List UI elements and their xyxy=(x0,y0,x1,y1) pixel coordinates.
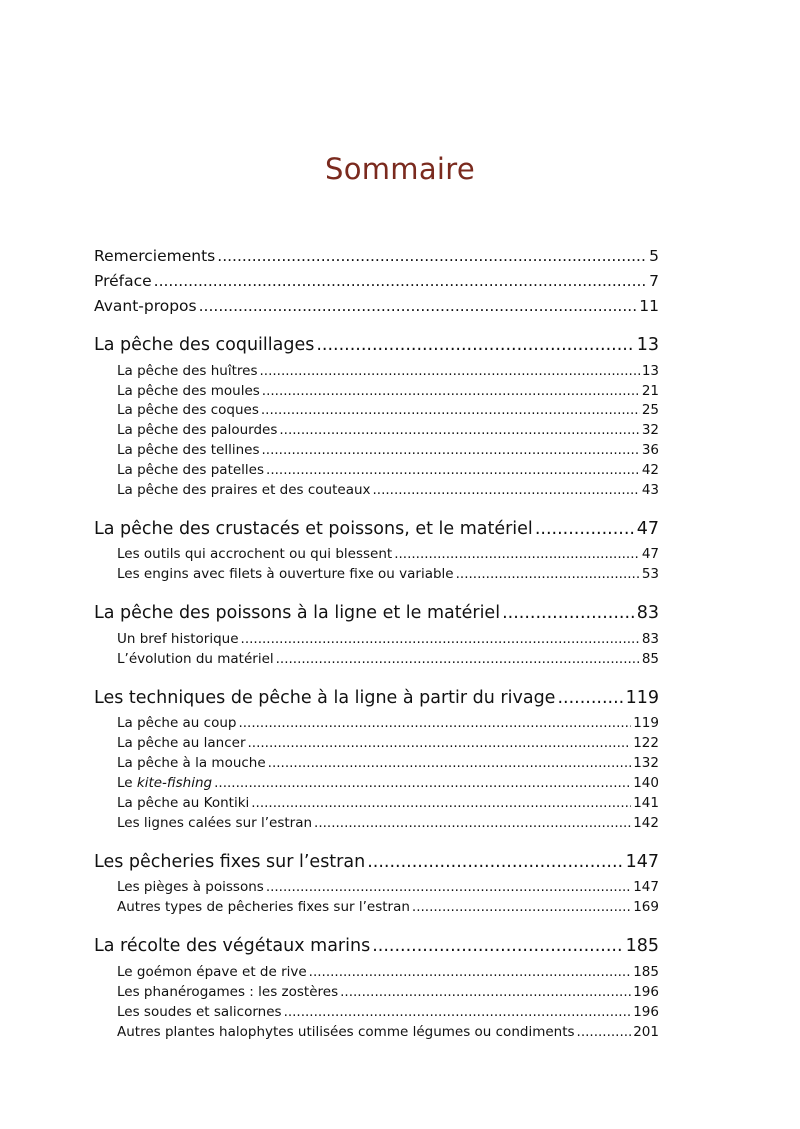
dot-leader xyxy=(261,402,640,418)
toc-section-label: La pêche au lancer xyxy=(117,735,246,751)
toc-section-label: L’évolution du matériel xyxy=(117,651,274,667)
dot-leader xyxy=(372,936,623,956)
toc-chapter[interactable] xyxy=(94,603,659,627)
dot-leader xyxy=(316,335,634,355)
dot-leader xyxy=(217,247,647,265)
dot-leader xyxy=(266,879,631,895)
dot-leader xyxy=(261,442,639,458)
toc-entry-preface[interactable] xyxy=(94,272,659,294)
toc-section-label: La pêche des tellines xyxy=(117,442,260,458)
toc-chapter-title: La pêche des coquillages xyxy=(94,335,315,355)
toc-section-label: Un bref historique xyxy=(117,631,239,647)
toc-section-page: 13 xyxy=(641,363,659,379)
dot-leader xyxy=(367,852,623,872)
toc-entry-page: 11 xyxy=(639,297,659,315)
toc-section-page: 25 xyxy=(641,402,659,418)
toc-section-label: Les pièges à poissons xyxy=(117,879,264,895)
toc-section[interactable] xyxy=(117,363,659,382)
toc-chapter-page: 13 xyxy=(636,335,659,355)
toc-section-page: 83 xyxy=(641,631,659,647)
toc-section[interactable] xyxy=(117,775,659,794)
toc-section-label: Les engins avec filets à ouverture fixe ou variable xyxy=(117,566,454,582)
toc-section[interactable] xyxy=(117,462,659,481)
toc-entry-remerciements[interactable] xyxy=(94,247,659,269)
dot-leader xyxy=(276,651,640,667)
toc-section-page: 169 xyxy=(633,899,659,915)
toc-section-label xyxy=(117,775,212,791)
dot-leader xyxy=(412,899,631,915)
toc-section[interactable] xyxy=(117,546,659,565)
dot-leader xyxy=(251,795,631,811)
toc-chapter-page: 185 xyxy=(625,936,659,956)
toc-section[interactable] xyxy=(117,899,659,918)
toc-section[interactable] xyxy=(117,984,659,1003)
toc-chapter[interactable] xyxy=(94,519,659,543)
toc-section-page: 201 xyxy=(633,1024,659,1040)
toc-section[interactable] xyxy=(117,1024,659,1043)
dot-leader xyxy=(373,482,640,498)
toc-section-page: 36 xyxy=(641,442,659,458)
toc-section-page: 196 xyxy=(633,984,659,1000)
dot-leader xyxy=(340,984,631,1000)
dot-leader xyxy=(279,422,639,438)
toc-section[interactable] xyxy=(117,715,659,734)
toc-entry-page: 7 xyxy=(649,272,659,290)
toc-section[interactable] xyxy=(117,402,659,421)
dot-leader xyxy=(535,519,635,539)
toc-entry-avant-propos[interactable] xyxy=(94,297,659,319)
toc-section-label: La pêche des palourdes xyxy=(117,422,278,438)
toc-section-label: Les outils qui accrochent ou qui blessent xyxy=(117,546,393,562)
toc-chapter-title: Les pêcheries fixes sur l’estran xyxy=(94,852,366,872)
toc-chapter[interactable] xyxy=(94,335,659,359)
toc-section-page: 43 xyxy=(641,482,659,498)
dot-leader xyxy=(154,272,647,290)
dot-leader xyxy=(199,297,638,315)
toc-chapter-page: 147 xyxy=(625,852,659,872)
dot-leader xyxy=(241,631,640,647)
toc-section-page: 53 xyxy=(641,566,659,582)
toc-section-page: 85 xyxy=(641,651,659,667)
dot-leader xyxy=(266,462,640,478)
page-title: Sommaire xyxy=(324,152,475,186)
toc-section-page: 21 xyxy=(641,383,659,399)
dot-leader xyxy=(502,603,635,623)
toc-entry-label: Avant-propos xyxy=(94,297,197,315)
toc-section[interactable] xyxy=(117,964,659,983)
toc-section-page: 147 xyxy=(633,879,659,895)
toc-section[interactable] xyxy=(117,879,659,898)
dot-leader xyxy=(394,546,640,562)
dot-leader xyxy=(284,1004,632,1020)
toc-section[interactable] xyxy=(117,383,659,402)
toc-section-label: Les lignes calées sur l’estran xyxy=(117,815,313,831)
toc-section-page: 32 xyxy=(641,422,659,438)
toc-section-label: La pêche des patelles xyxy=(117,462,265,478)
toc-chapter-title: Les techniques de pêche à la ligne à partir du rivage xyxy=(94,688,556,708)
dot-leader xyxy=(214,775,631,791)
toc-entry-page: 5 xyxy=(649,247,659,265)
toc-chapter-title: La pêche des poissons à la ligne et le matériel xyxy=(94,603,501,623)
toc-section-page: 42 xyxy=(641,462,659,478)
toc-section-label: La pêche au Kontiki xyxy=(117,795,250,811)
toc-section-label: Les phanérogames : les zostères xyxy=(117,984,339,1000)
label-prefix: Le xyxy=(117,775,137,791)
toc-section-page: 47 xyxy=(641,546,659,562)
dot-leader xyxy=(259,363,639,379)
toc-chapter-page: 47 xyxy=(636,519,659,539)
toc-section-page: 119 xyxy=(633,715,659,731)
toc-section-page: 142 xyxy=(633,815,659,831)
dot-leader xyxy=(238,715,631,731)
toc-section[interactable] xyxy=(117,631,659,650)
toc-section-label: La pêche au coup xyxy=(117,715,237,731)
toc-section[interactable] xyxy=(117,735,659,754)
toc-chapter-page: 83 xyxy=(636,603,659,623)
toc-section-label: La pêche des praires et des couteaux xyxy=(117,482,371,498)
toc-chapter-title: La pêche des crustacés et poissons, et le matériel xyxy=(94,519,533,539)
toc-section-page: 140 xyxy=(633,775,659,791)
dot-leader xyxy=(456,566,640,582)
toc-chapter[interactable] xyxy=(94,688,659,712)
toc-section-page: 141 xyxy=(633,795,659,811)
toc-chapter[interactable] xyxy=(94,936,659,960)
toc-section[interactable] xyxy=(117,442,659,461)
toc-section[interactable] xyxy=(117,482,659,501)
dot-leader xyxy=(268,755,632,771)
toc-section[interactable] xyxy=(117,566,659,585)
toc-entry-label: Remerciements xyxy=(94,247,216,265)
toc-section-label: La pêche des coques xyxy=(117,402,259,418)
dot-leader xyxy=(314,815,631,831)
toc-section[interactable] xyxy=(117,795,659,814)
toc-chapter-page: 119 xyxy=(625,688,659,708)
toc-section-page: 185 xyxy=(633,964,659,980)
dot-leader xyxy=(309,964,632,980)
toc-section[interactable] xyxy=(117,651,659,670)
dot-leader xyxy=(248,735,632,751)
toc-section-label: Les soudes et salicornes xyxy=(117,1004,282,1020)
toc-section-label: Autres plantes halophytes utilisées comme légumes ou condiments xyxy=(117,1024,575,1040)
toc-section-label: Autres types de pêcheries fixes sur l’estran xyxy=(117,899,410,915)
toc-chapter[interactable] xyxy=(94,852,659,876)
toc-section-label: Le goémon épave et de rive xyxy=(117,964,307,980)
dot-leader xyxy=(262,383,640,399)
toc-section-page: 196 xyxy=(633,1004,659,1020)
toc-section-label: La pêche des moules xyxy=(117,383,260,399)
toc-section-label: La pêche à la mouche xyxy=(117,755,266,771)
dot-leader xyxy=(577,1024,632,1040)
toc-section-label: La pêche des huîtres xyxy=(117,363,258,379)
toc-section[interactable] xyxy=(117,1004,659,1023)
toc-section-page: 122 xyxy=(633,735,659,751)
toc-chapter-title: La récolte des végétaux marins xyxy=(94,936,371,956)
toc-section[interactable] xyxy=(117,755,659,774)
toc-section[interactable] xyxy=(117,815,659,834)
dot-leader xyxy=(557,688,623,708)
toc-entry-label: Préface xyxy=(94,272,152,290)
toc-section[interactable] xyxy=(117,422,659,441)
toc-section-page: 132 xyxy=(633,755,659,771)
label-italic: kite-fishing xyxy=(136,775,213,791)
